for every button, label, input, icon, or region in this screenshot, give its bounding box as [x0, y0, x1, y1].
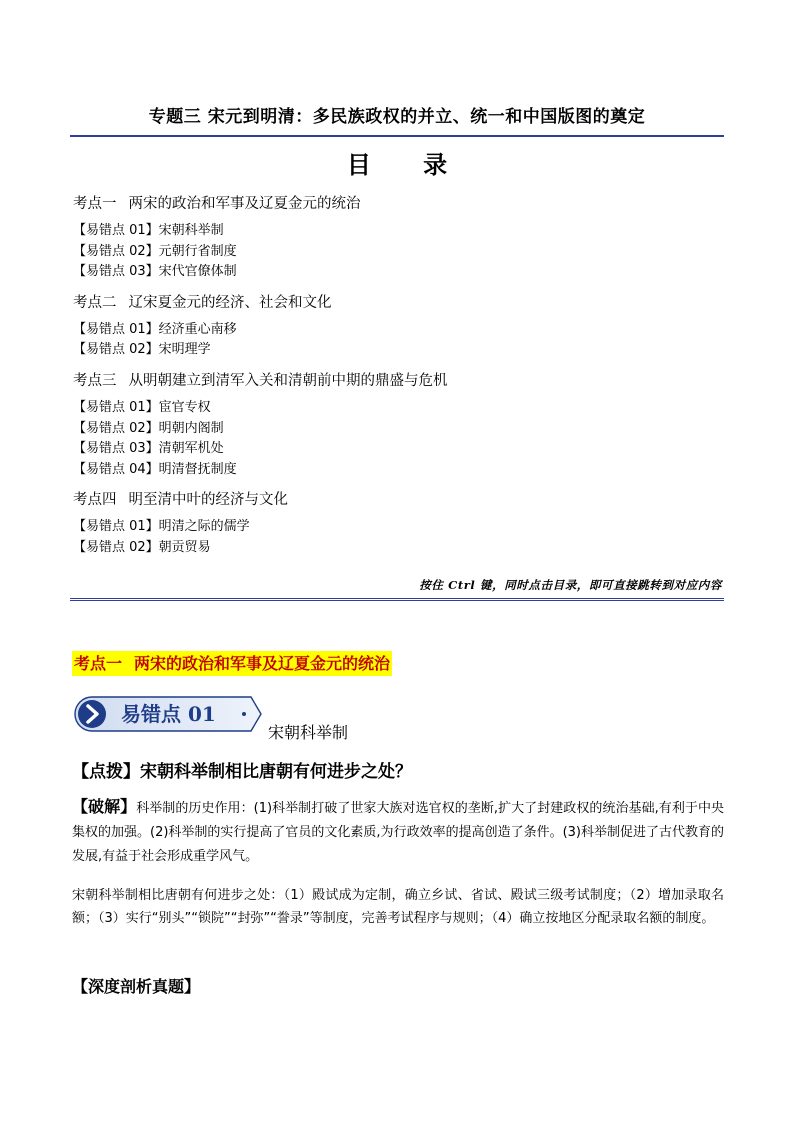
- badge-label: 易错点 01: [121, 702, 216, 726]
- section-label: 考点一: [74, 654, 123, 673]
- error-point-badge: [73, 695, 263, 733]
- toc-divider: [70, 598, 724, 601]
- toc-section-4: [73, 489, 723, 558]
- answer-paragraph: 宋朝科举制相比唐朝有何进步之处：（1）殿试成为定制，确立乡试、省试、殿试三级考试制度；（2）增加录取名额；（3）实行“别头”“锁院”“封弥”“誊录”等制度，完善考试程序与规则；（4）确立按地区分配录取名额的制度。: [72, 888, 724, 926]
- toc-heading-label: 考点一: [73, 196, 117, 212]
- toc-section-3: [73, 370, 723, 480]
- analysis-text: 科举制的历史作用：(1)科举制打破了世家大族对选官权的垄断,扩大了封建政权的统治基础,有利于中央集权的加强。(2)科举制的实行提高了官员的文化素质,为行政效率的提高创造了条件。(3)科举制促进了古代教育的发展,有益于社会形成重学风气。: [72, 801, 724, 864]
- toc-heading-label: 考点二: [73, 294, 117, 311]
- toc-heading-label: 考点三: [73, 372, 117, 389]
- toc-heading-text: 两宋的政治和军事及辽夏金元的统治: [128, 196, 361, 212]
- toc-item[interactable]: 【易错点 01】经济重心南移: [73, 321, 237, 337]
- toc-heading-label: 考点四: [73, 492, 117, 509]
- toc-heading-4[interactable]: [73, 489, 723, 511]
- table-of-contents: [73, 193, 723, 568]
- hint-question: 【点拨】宋朝科举制相比唐朝有何进步之处？: [72, 762, 412, 782]
- toc-item[interactable]: 【易错点 02】元朝行省制度: [73, 243, 237, 259]
- toc-item[interactable]: 【易错点 01】明清之际的儒学: [73, 519, 250, 535]
- page-header-title: 专题三 宋元到明清：多民族政权的并立、统一和中国版图的奠定: [148, 107, 646, 127]
- toc-item[interactable]: 【易错点 03】宋代官僚体制: [73, 264, 237, 280]
- section-text: 两宋的政治和军事及辽夏金元的统治: [134, 654, 391, 673]
- chevron-right-icon: [78, 700, 106, 728]
- section-heading: [72, 651, 392, 676]
- toc-heading-text: 从明朝建立到清军入关和清朝前中期的鼎盛与危机: [128, 372, 448, 389]
- deep-analysis-heading: 【深度剖析真题】: [72, 977, 201, 996]
- toc-item[interactable]: 【易错点 02】宋明理学: [73, 342, 211, 358]
- toc-item[interactable]: 【易错点 01】宦官专权: [73, 399, 211, 415]
- toc-heading-3[interactable]: [73, 370, 723, 392]
- toc-heading-text: 辽宋夏金元的经济、社会和文化: [128, 294, 332, 311]
- badge-title: 宋朝科举制: [268, 723, 349, 742]
- toc-heading-text: 明至清中叶的经济与文化: [128, 492, 288, 509]
- toc-title: 目 录: [346, 150, 470, 179]
- analysis-label: 【破解】: [72, 797, 137, 816]
- analysis-paragraph: [72, 795, 724, 869]
- toc-item[interactable]: 【易错点 02】朝贡贸易: [73, 539, 211, 555]
- toc-section-2: [73, 292, 723, 361]
- header-divider: [70, 135, 724, 137]
- toc-item[interactable]: 【易错点 03】清朝军机处: [73, 441, 224, 457]
- toc-section-1: [73, 193, 723, 283]
- toc-item[interactable]: 【易错点 02】明朝内阁制: [73, 420, 224, 436]
- toc-heading-2[interactable]: [73, 292, 723, 314]
- toc-item[interactable]: 【易错点 01】宋朝科举制: [73, 223, 224, 238]
- toc-heading-1[interactable]: [73, 193, 723, 215]
- toc-navigation-note: 按住 Ctrl 键，同时点击目录，即可直接跳转到对应内容: [419, 578, 722, 592]
- toc-item[interactable]: 【易错点 04】明清督抚制度: [73, 461, 237, 477]
